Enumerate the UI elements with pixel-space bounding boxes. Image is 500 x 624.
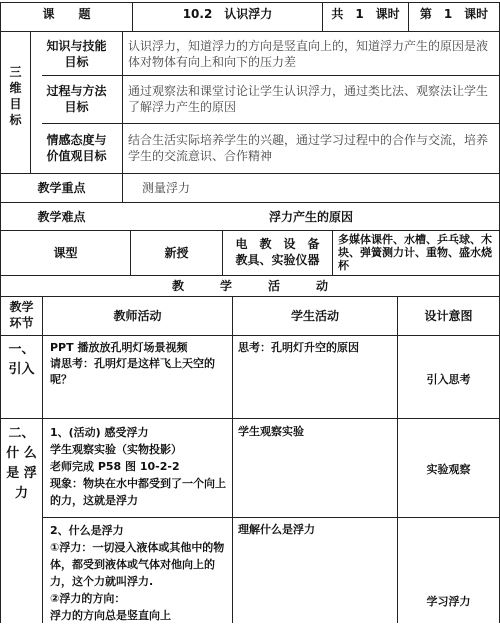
- focus-text: 测量浮力: [142, 181, 191, 195]
- rule: [0, 31, 500, 32]
- difficulty-label: 教学难点: [37, 210, 86, 224]
- lesson-title: 10.2 认识浮力: [182, 7, 273, 21]
- lesson-type-label: 课型: [53, 246, 78, 260]
- goal-text-process: 通过观察法和课堂讨论让学生认识浮力，通过类比法、观察法让学生了解浮力产生的原因: [128, 84, 489, 114]
- goal-label-knowledge: 知识与技能 目标: [46, 39, 107, 69]
- equipment-value: 多媒体课件、水槽、乒乓球、木块、弹簧测力计、重物、盛水烧杯: [338, 233, 492, 272]
- rule: [0, 275, 500, 276]
- current-period: 第 1 课时: [419, 7, 489, 21]
- stage-intro: 一、 引入: [8, 342, 35, 377]
- student-activity-intro: 思考：孔明灯升空的原因: [238, 341, 359, 354]
- rule: [0, 2, 500, 3]
- rule: [397, 296, 398, 623]
- activities-title: 教 学 活 动: [171, 279, 328, 293]
- goals-side-label: 三 维 目 标: [9, 65, 22, 127]
- rule: [0, 296, 500, 297]
- rule: [0, 230, 500, 231]
- rule: [42, 517, 500, 518]
- lesson-type-value: 新授: [164, 246, 189, 260]
- rule: [42, 75, 500, 76]
- rule: [0, 173, 500, 174]
- rule: [122, 31, 123, 202]
- rule: [0, 418, 500, 419]
- teacher-activity-intro: PPT 播放放孔明灯场景视频 请思考：孔明灯是这样飞上天空的呢？: [50, 341, 215, 386]
- col-stage-header: 教学 环节: [9, 300, 34, 330]
- goal-text-attitude: 结合生活实际培养学生的兴趣，通过学习过程中的合作与交流，培养学生的交流意识、合作精神: [128, 133, 489, 163]
- rule: [332, 230, 333, 275]
- goal-text-knowledge: 认识浮力，知道浮力的方向是竖直向上的，知道浮力产生的原因是液体对物体有向上和向下的压力差: [128, 39, 489, 69]
- rule: [42, 123, 500, 124]
- teacher-activity-define: 2、什么是浮力 ①浮力：一切浸入液体或其他中的物体，都受到液体或气体对他向上的力，这个力就叫浮力. ②浮力的方向： 浮力的方向总是竖直向上: [50, 524, 225, 622]
- student-activity-feel: 学生观察实验: [238, 425, 304, 438]
- col-teacher-header: 教师活动: [113, 309, 162, 323]
- goal-label-attitude: 情感态度与 价值观目标: [46, 133, 107, 163]
- rule: [0, 335, 500, 336]
- equipment-label: 电 教 设 备 教具、实验仪器: [235, 237, 320, 267]
- design-intent-define: 学习浮力: [426, 595, 471, 608]
- header-label: 课 题: [42, 7, 91, 21]
- col-student-header: 学生活动: [290, 309, 339, 323]
- design-intent-feel: 实验观察: [426, 463, 471, 476]
- rule: [42, 296, 43, 623]
- student-activity-define: 理解什么是浮力: [238, 523, 315, 536]
- difficulty-text: 浮力产生的原因: [268, 210, 353, 224]
- design-intent-intro: 引入思考: [426, 373, 471, 386]
- focus-label: 教学重点: [37, 181, 86, 195]
- total-periods: 共 1 课时: [331, 7, 400, 21]
- teacher-activity-feel: 1、(活动) 感受浮力 学生观察实验（实物投影） 老师完成 P58 图 10-2-2 现象：物块在水中都受到了一个向上的力，这就是浮力: [50, 426, 226, 507]
- col-intent-header: 设计意图: [424, 309, 473, 323]
- rule: [0, 202, 500, 203]
- stage-buoyancy: 二、 什 么 是 浮 力: [6, 426, 37, 501]
- goal-label-process: 过程与方法 目标: [46, 84, 107, 114]
- rule: [232, 296, 233, 623]
